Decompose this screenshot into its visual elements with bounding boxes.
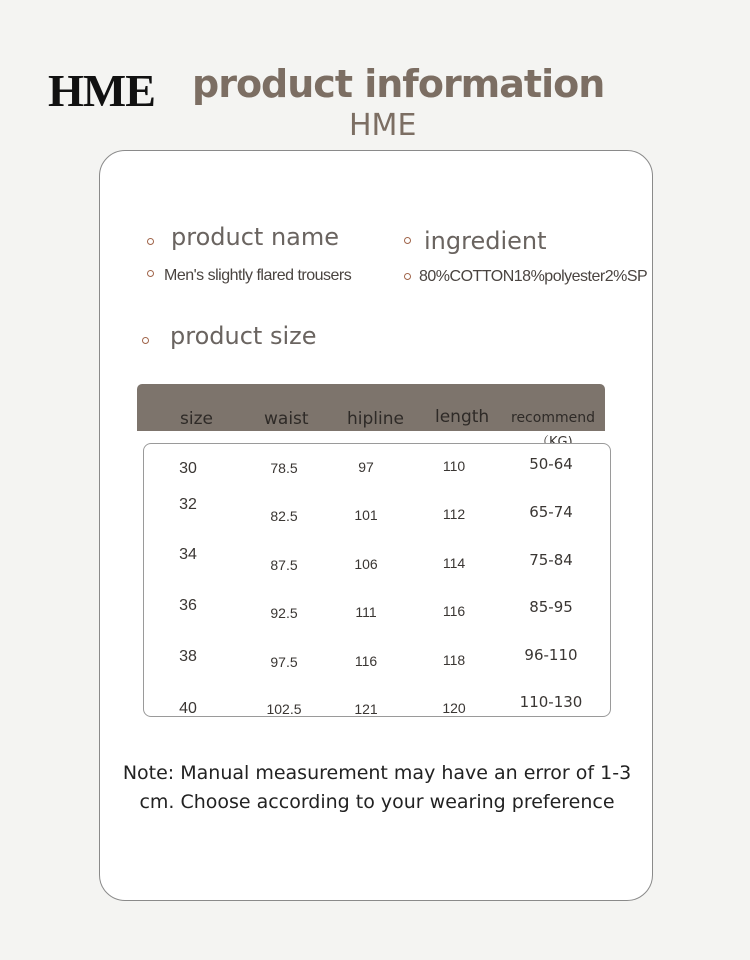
cell-size: 36 <box>179 597 197 614</box>
cell-recommend: 85-95 <box>529 598 573 616</box>
ingredient-value: 80%COTTON18%polyester2%SP <box>419 268 648 285</box>
product-name-value-bullet-icon <box>147 270 154 277</box>
cell-waist: 78.5 <box>270 460 298 476</box>
cell-length: 114 <box>442 555 466 571</box>
product-name-value: Men's slightly flared trousers <box>164 267 352 284</box>
cell-waist: 97.5 <box>270 654 298 670</box>
header-length: length <box>435 407 490 427</box>
cell-hipline: 116 <box>354 653 378 669</box>
note-line-2: cm. Choose according to your wearing preference <box>139 791 615 813</box>
measurement-note <box>100 759 654 817</box>
cell-recommend: 50-64 <box>529 455 573 473</box>
ingredient-value-bullet-icon <box>404 273 411 280</box>
product-info-card <box>99 150 653 901</box>
size-table-body <box>143 443 611 717</box>
cell-hipline: 111 <box>355 604 377 620</box>
header-waist: waist <box>264 409 309 429</box>
ingredient-bullet-icon <box>404 237 411 244</box>
cell-hipline: 97 <box>358 459 374 475</box>
cell-recommend: 96-110 <box>524 646 578 664</box>
cell-length: 120 <box>442 700 466 716</box>
cell-size: 38 <box>179 648 197 665</box>
product-name-bullet-icon <box>147 238 154 245</box>
product-name-label: product name <box>171 223 339 251</box>
cell-waist: 102.5 <box>266 701 302 717</box>
page-title: product information <box>192 62 605 106</box>
cell-waist: 92.5 <box>270 605 298 621</box>
cell-size: 34 <box>179 546 197 563</box>
cell-size: 40 <box>179 700 197 717</box>
cell-hipline: 121 <box>354 701 378 717</box>
header-hipline: hipline <box>347 409 404 429</box>
page-subtitle: HME <box>349 108 417 143</box>
size-table-header <box>137 384 605 431</box>
ingredient-label: ingredient <box>424 227 547 255</box>
cell-recommend: 75-84 <box>529 551 573 569</box>
cell-recommend: 65-74 <box>529 503 573 521</box>
cell-length: 110 <box>442 458 466 474</box>
cell-recommend: 110-130 <box>519 693 583 711</box>
product-size-label: product size <box>170 322 317 350</box>
brand-logo: HME <box>48 65 155 116</box>
cell-size: 32 <box>179 496 197 513</box>
cell-hipline: 106 <box>354 556 378 572</box>
header-size: size <box>180 409 213 429</box>
cell-length: 118 <box>442 652 466 668</box>
note-line-1: Note: Manual measurement may have an error of 1-3 <box>122 762 632 784</box>
cell-waist: 82.5 <box>270 508 298 524</box>
cell-hipline: 101 <box>354 507 378 523</box>
cell-size: 30 <box>179 460 197 477</box>
cell-waist: 87.5 <box>270 557 298 573</box>
product-size-bullet-icon <box>142 337 149 344</box>
header-recommend: recommend <box>511 410 595 426</box>
cell-length: 112 <box>442 506 466 522</box>
cell-length: 116 <box>442 603 466 619</box>
